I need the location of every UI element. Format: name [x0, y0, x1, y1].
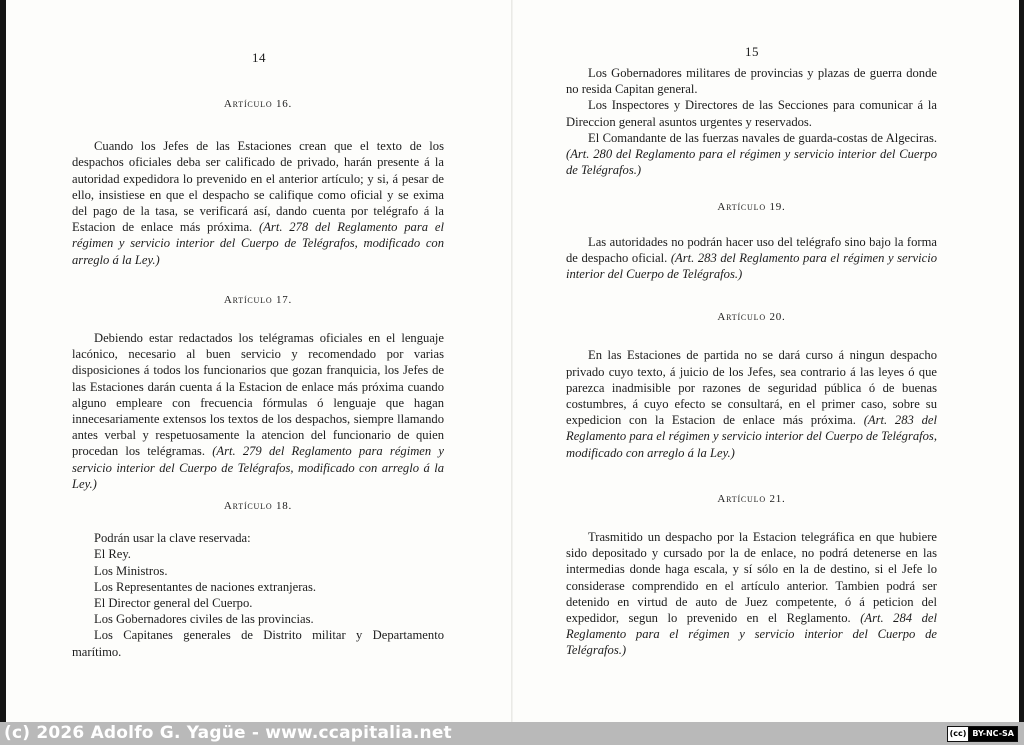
right-page	[513, 0, 1019, 722]
article-16-reference: (Art. 278 del Reglamento para el régimen y servicio interior del Cuerpo de Telégrafos, modificado con arreglo á la Ley.)	[72, 220, 444, 267]
article-21-text: Trasmitido un despacho por la Estacion telegráfica en que hubiere sido depositado y cursado por la de enlace, no podrá detenerse en las intermedias donde haga escala, y sí sólo en la de destino, si el Jefe lo considerase comprendido en el artículo anterior. Tambien podrá ser detenido en virtud de auto de Juez competente, ó á peticion del expedidor, segun lo prevenido en el Reglamento.	[566, 530, 937, 626]
list-item: El Rey.	[94, 547, 131, 562]
cc-license-badge	[947, 726, 1018, 742]
list-item: Los Inspectores y Directores de las Secciones para comunicar á la Direccion general asuntos urgentes y reservados.	[566, 98, 937, 129]
article-19-heading: Artículo 19.	[717, 201, 786, 214]
list-item: Los Ministros.	[94, 563, 168, 578]
article-21-reference: (Art. 284 del Reglamento para el régimen y servicio interior del Cuerpo de Telégrafos.)	[566, 611, 937, 658]
copyright-bar	[0, 722, 1024, 745]
license-terms: BY-NC-SA	[969, 727, 1017, 741]
article-20-heading: Artículo 20.	[717, 311, 786, 324]
article-16-body	[72, 138, 444, 268]
article-21-body	[566, 529, 937, 659]
article-20-text: En las Estaciones de partida no se dará curso á ningun despacho privado cuyo texto, á juicio de los Jefes, sea contrario á las leyes ó que parezca inadmisible por razones de seguridad pública ó de buenas costumbres, á cuyo efecto se consultará, en el primer caso, sobre su expedicion con la Estacion de enlace más próxima.	[566, 348, 937, 428]
article-16-text: Cuando los Jefes de las Estaciones crean que el texto de los despachos oficiales deba ser calificado de privado, harán presente á la autoridad expedidora lo prevenido en el anterior artículo; y si, á pesar de ello, insistiese en que el despacho se califique como oficial y se exima del pago de la tasa, se verificará así, dando cuenta por telégrafo á la Estacion de enlace más próxima.	[72, 139, 444, 235]
article-18-intro: Podrán usar la clave reservada:	[94, 531, 251, 546]
article-16-heading: Artículo 16.	[223, 98, 293, 110]
list-item: Los Capitanes generales de Distrito militar y Departamento marítimo.	[72, 628, 444, 659]
page-number-left: 14	[252, 50, 266, 65]
left-page-text	[72, 96, 444, 660]
list-item: Los Representantes de naciones extranjeras.	[94, 579, 317, 594]
copyright-notice: (c) 2026 Adolfo G. Yagüe - www.ccapitalia.net	[4, 723, 452, 743]
right-page-text	[566, 65, 937, 659]
article-17-text: Debiendo estar redactados los telégramas oficiales en el lenguaje lacónico, necesario al buen servicio y recomendado por varias disposiciones á todos los funcionarios que gozan franquicia, los Jefes de las Estaciones darán cuenta á la Estacion de enlace más próxima cuando alguno empleare con frecuencia fórmulas ó lenguaje que hagan innecesariamente extensos los textos de los despachos, siempre llamando antes verbal y respetuosamente la atencion del funcionario de quien procedan los telégramas.	[72, 331, 444, 459]
list-item-text: El Comandante de las fuerzas navales de guarda-costas de Algeciras.	[588, 130, 937, 145]
list-item: El Director general del Cuerpo.	[94, 596, 253, 611]
list-item-last	[566, 130, 937, 179]
article-19-reference: (Art. 283 del Reglamento para el régimen y servicio interior del Cuerpo de Telégrafos.)	[566, 250, 937, 282]
article-17-heading: Artículo 17.	[223, 293, 293, 306]
article-17-body	[72, 330, 444, 492]
cc-icon: (cc)	[948, 727, 970, 741]
article-17-reference: (Art. 279 del Reglamento para régimen y servicio interior del Cuerpo de Telégrafos, modificado con arreglo á la Ley.)	[72, 444, 444, 491]
article-19-body	[566, 234, 937, 283]
article-18-list	[72, 530, 444, 627]
left-page	[6, 0, 511, 722]
article-18-reference: (Art. 280 del Reglamento para el régimen y servicio interior del Cuerpo de Telégrafos.)	[566, 147, 937, 178]
list-item: Los Gobernadores civiles de las provincias.	[94, 612, 314, 627]
article-19-text: Las autoridades no podrán hacer uso del telégrafo sino bajo la forma de despacho oficial.	[566, 234, 937, 265]
page-number-right: 15	[745, 44, 759, 59]
article-21-heading: Artículo 21.	[717, 492, 786, 505]
article-20-body	[566, 347, 937, 460]
article-20-reference: (Art. 283 del Reglamento para el régimen y servicio interior del Cuerpo de Telégrafos, modificado con arreglo á la Ley.)	[566, 413, 937, 460]
list-item: Los Gobernadores militares de provincias y plazas de guerra donde no resida Capitan general.	[566, 66, 937, 97]
article-18-heading: Artículo 18.	[223, 500, 293, 513]
